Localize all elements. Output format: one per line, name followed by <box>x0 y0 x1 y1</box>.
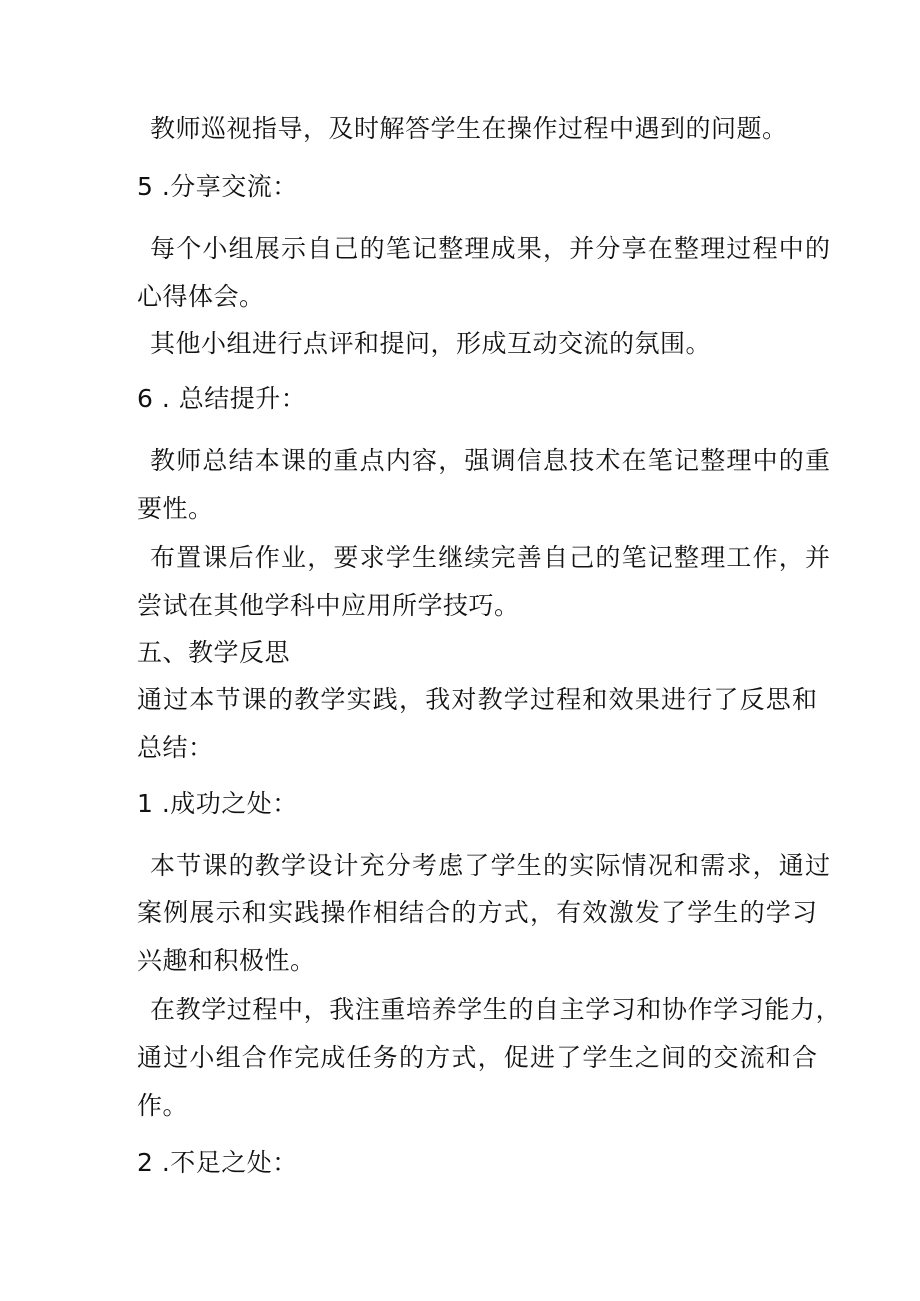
paragraph-line: 要性。 <box>137 494 214 523</box>
paragraph-line: 案例展示和实践操作相结合的方式，有效激发了学生的学习 <box>137 898 819 927</box>
paragraph-line: 总结： <box>137 733 214 762</box>
paragraph-line: 通过本节课的教学实践，我对教学过程和效果进行了反思和 <box>137 685 819 714</box>
paragraph-line: 布置课后作业，要求学生继续完善自己的笔记整理工作，并 <box>150 543 832 572</box>
paragraph-line: 心得体会。 <box>137 282 265 311</box>
paragraph-line: 尝试在其他学科中应用所学技巧。 <box>137 591 520 620</box>
paragraph-line: 通过小组合作完成任务的方式，促进了学生之间的交流和合 <box>137 1043 819 1072</box>
section-heading: 6 . 总结提升： <box>137 384 307 413</box>
paragraph-line: 作。 <box>137 1091 189 1120</box>
paragraph-line: 兴趣和积极性。 <box>137 946 316 975</box>
chapter-heading: 五、教学反思 <box>137 638 291 667</box>
paragraph-line: 每个小组展示自己的笔记整理成果，并分享在整理过程中的 <box>150 234 832 263</box>
paragraph-line: 教师巡视指导，及时解答学生在操作过程中遇到的问题。 <box>150 114 788 143</box>
section-heading: 1 .成功之处： <box>137 789 298 818</box>
paragraph-line: 在教学过程中，我注重培养学生的自主学习和协作学习能力， <box>150 995 842 1024</box>
section-heading: 5 .分享交流： <box>137 172 298 201</box>
section-heading: 2 .不足之处： <box>137 1148 298 1177</box>
paragraph-line: 其他小组进行点评和提问，形成互动交流的氛围。 <box>150 329 712 358</box>
paragraph-line: 教师总结本课的重点内容，强调信息技术在笔记整理中的重 <box>150 446 832 475</box>
paragraph-line: 本节课的教学设计充分考虑了学生的实际情况和需求，通过 <box>150 851 832 880</box>
